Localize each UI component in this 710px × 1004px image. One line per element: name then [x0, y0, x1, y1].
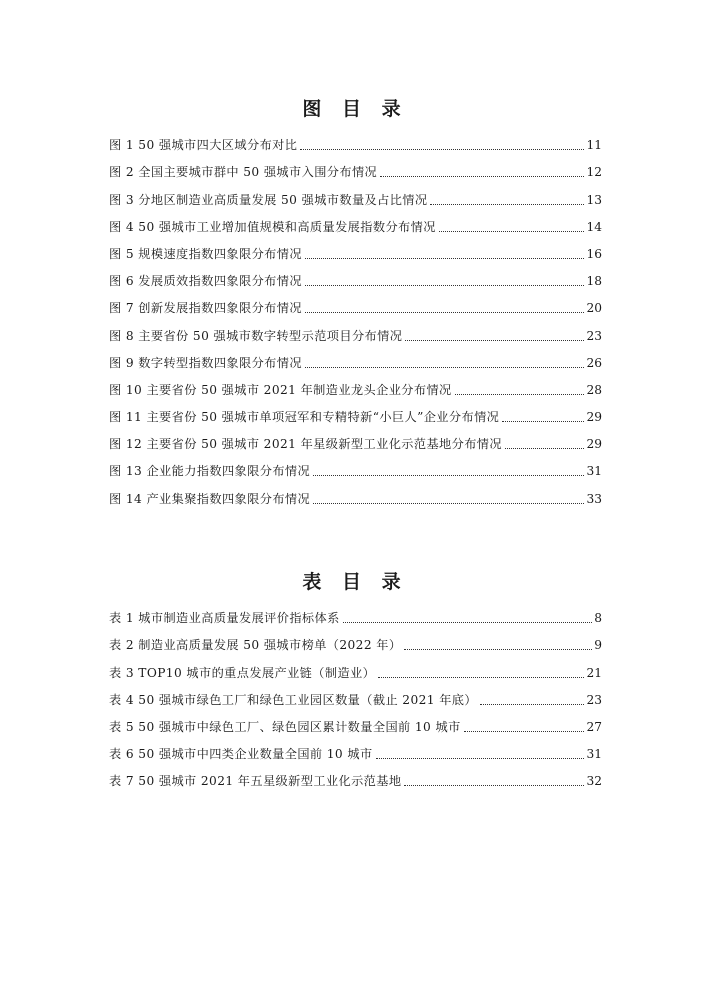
figure-entry[interactable] — [109, 399, 602, 426]
table-entry[interactable] — [109, 627, 602, 654]
figure-entry[interactable] — [109, 127, 602, 154]
figure-entry[interactable] — [109, 317, 602, 344]
figure-entry[interactable] — [109, 181, 602, 208]
table-entry-label: 表 4 50 强城市绿色工厂和绿色工业园区数量（截止 2021 年底） — [109, 692, 477, 707]
figure-entry-label: 图 5 规模速度指数四象限分布情况 — [109, 246, 302, 261]
dot-leader — [405, 340, 584, 341]
figure-entry-label: 图 11 主要省份 50 强城市单项冠军和专精特新“小巨人”企业分布情况 — [109, 410, 500, 425]
table-entry-label: 表 2 制造业高质量发展 50 强城市榜单（2022 年） — [109, 638, 402, 653]
table-index-title: 表 目 录 — [302, 571, 408, 593]
dot-leader — [305, 367, 585, 368]
figure-entry-page-number: 16 — [586, 246, 602, 261]
figure-entry-label: 图 3 分地区制造业高质量发展 50 强城市数量及占比情况 — [109, 192, 428, 207]
figure-entry-label: 图 1 50 强城市四大区域分布对比 — [109, 138, 298, 153]
table-entry[interactable] — [109, 654, 602, 681]
figure-entry-page-number: 13 — [586, 192, 602, 207]
figure-entry[interactable] — [109, 290, 602, 317]
dot-leader — [313, 475, 584, 476]
figure-entry-label: 图 4 50 强城市工业增加值规模和高质量发展指数分布情况 — [109, 219, 436, 234]
figure-entry[interactable] — [109, 209, 602, 236]
table-entry-page-number: 9 — [594, 638, 602, 653]
dot-leader — [464, 731, 585, 732]
table-entry-label: 表 3 TOP10 城市的重点发展产业链（制造业） — [109, 665, 376, 680]
dot-leader — [300, 149, 584, 150]
dot-leader — [430, 204, 584, 205]
figure-entry-page-number: 33 — [586, 491, 602, 506]
figure-entry-page-number: 29 — [586, 410, 602, 425]
dot-leader — [455, 394, 585, 395]
table-entry-label: 表 7 50 强城市 2021 年五星级新型工业化示范基地 — [109, 774, 402, 789]
figure-entry[interactable] — [109, 372, 602, 399]
table-entry[interactable] — [109, 600, 602, 627]
figure-entry-label: 图 13 企业能力指数四象限分布情况 — [109, 464, 311, 479]
dot-leader — [505, 448, 585, 449]
figure-entry-page-number: 26 — [586, 355, 602, 370]
dot-leader — [376, 758, 585, 759]
figure-entry-page-number: 23 — [586, 328, 602, 343]
dot-leader — [305, 312, 585, 313]
figure-entry[interactable] — [109, 154, 602, 181]
table-index-list — [109, 600, 602, 790]
dot-leader — [305, 258, 585, 259]
table-entry-page-number: 31 — [586, 747, 602, 762]
figure-entry-label: 图 8 主要省份 50 强城市数字转型示范项目分布情况 — [109, 328, 403, 343]
dot-leader — [313, 503, 584, 504]
dot-leader — [439, 231, 585, 232]
figure-entry-page-number: 29 — [586, 437, 602, 452]
figure-index-title: 图 目 录 — [302, 98, 408, 120]
dot-leader — [380, 176, 584, 177]
figure-entry[interactable] — [109, 480, 602, 507]
dot-leader — [404, 785, 584, 786]
dot-leader — [305, 285, 585, 286]
dot-leader — [404, 649, 592, 650]
figure-entry-page-number: 14 — [586, 219, 602, 234]
figure-entry[interactable] — [109, 345, 602, 372]
table-entry-page-number: 21 — [586, 665, 602, 680]
figure-entry-page-number: 11 — [586, 138, 602, 153]
figure-entry-label: 图 6 发展质效指数四象限分布情况 — [109, 274, 302, 289]
figure-entry-page-number: 20 — [586, 301, 602, 316]
dot-leader — [378, 677, 584, 678]
table-entry[interactable] — [109, 709, 602, 736]
dot-leader — [502, 421, 584, 422]
figure-entry[interactable] — [109, 263, 602, 290]
figure-entry-label: 图 12 主要省份 50 强城市 2021 年星级新型工业化示范基地分布情况 — [109, 437, 502, 452]
figure-entry-label: 图 2 全国主要城市群中 50 强城市入围分布情况 — [109, 165, 378, 180]
table-entry-page-number: 23 — [586, 692, 602, 707]
figure-entry-label: 图 10 主要省份 50 强城市 2021 年制造业龙头企业分布情况 — [109, 382, 452, 397]
figure-entry-page-number: 12 — [586, 165, 602, 180]
figure-entry-label: 图 14 产业集聚指数四象限分布情况 — [109, 491, 311, 506]
figure-entry[interactable] — [109, 453, 602, 480]
table-entry-label: 表 5 50 强城市中绿色工厂、绿色园区累计数量全国前 10 城市 — [109, 719, 461, 734]
table-entry-label: 表 1 城市制造业高质量发展评价指标体系 — [109, 611, 340, 626]
dot-leader — [480, 704, 585, 705]
table-entry-page-number: 27 — [586, 719, 602, 734]
table-entry[interactable] — [109, 682, 602, 709]
figure-entry-page-number: 18 — [586, 274, 602, 289]
table-entry-label: 表 6 50 强城市中四类企业数量全国前 10 城市 — [109, 747, 373, 762]
table-entry-page-number: 32 — [586, 774, 602, 789]
table-entry[interactable] — [109, 763, 602, 790]
figure-entry[interactable] — [109, 426, 602, 453]
figure-entry-label: 图 7 创新发展指数四象限分布情况 — [109, 301, 302, 316]
dot-leader — [343, 622, 593, 623]
figure-entry-page-number: 31 — [586, 464, 602, 479]
figure-entry[interactable] — [109, 236, 602, 263]
table-entry[interactable] — [109, 736, 602, 763]
figure-entry-page-number: 28 — [586, 382, 602, 397]
figure-index-list — [109, 127, 602, 508]
table-entry-page-number: 8 — [594, 611, 602, 626]
figure-entry-label: 图 9 数字转型指数四象限分布情况 — [109, 355, 302, 370]
